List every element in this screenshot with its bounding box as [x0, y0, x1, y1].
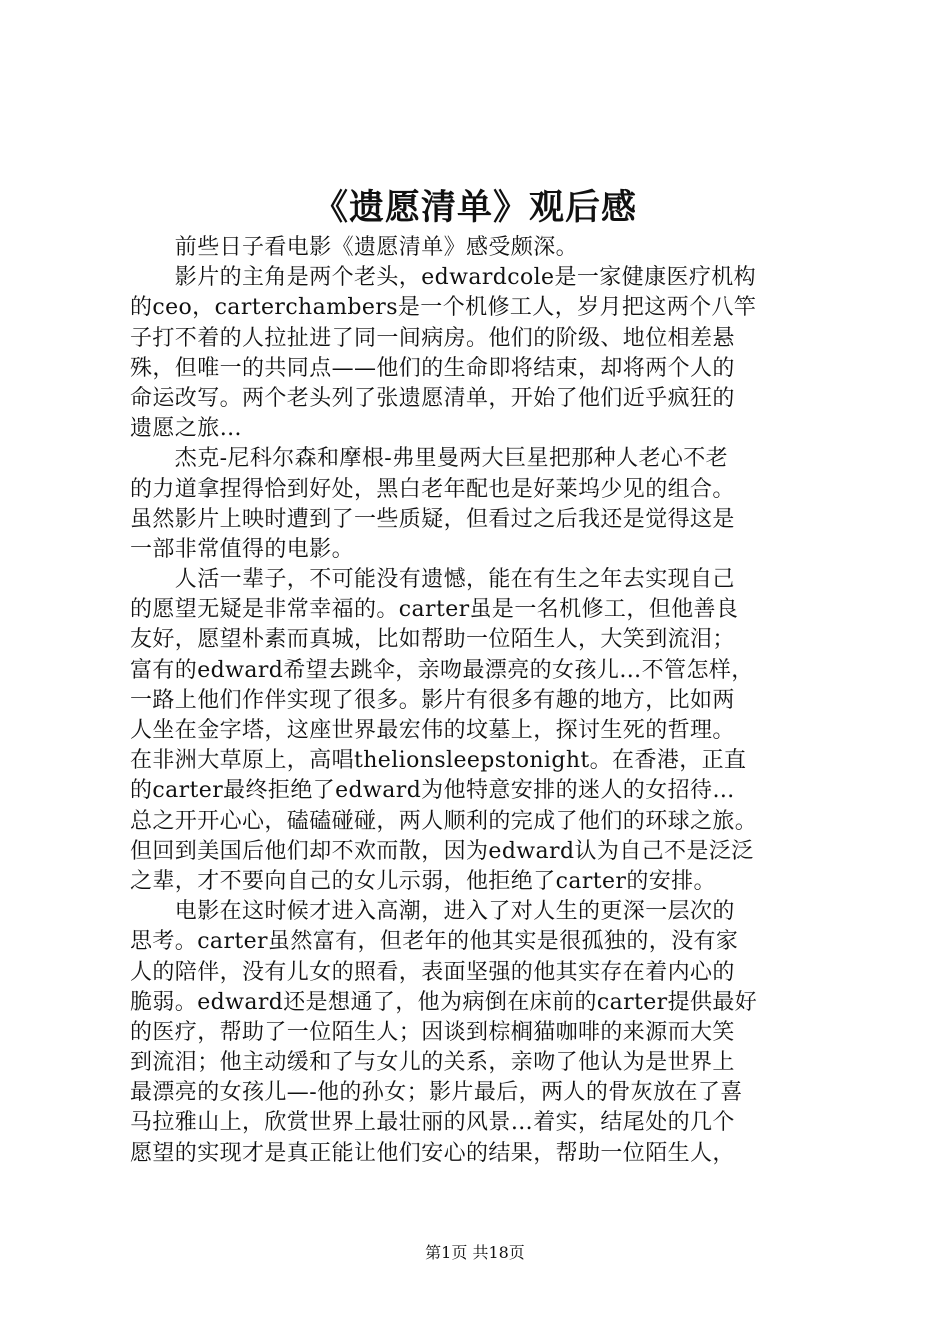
body-line: 的医疗，帮助了一位陌生人；因谈到棕榈猫咖啡的来源而大笑: [130, 1019, 735, 1045]
body-line: 前些日子看电影《遗愿清单》感受颇深。: [130, 235, 579, 260]
body-line: 遗愿之旅…: [130, 416, 243, 442]
body-line: 在非洲大草原上，高唱thelionsleepstonight。在香港，正直: [130, 748, 747, 774]
body-line: 总之开开心心，磕磕碰碰，两人顺利的完成了他们的环球之旅。: [130, 808, 758, 834]
body-line: 人的陪伴，没有儿女的照看，表面坚强的他其实存在着内心的: [130, 959, 735, 985]
body-line: 影片的主角是两个老头，edwardcole是一家健康医疗机构: [130, 265, 757, 291]
body-line: 友好，愿望朴素而真城，比如帮助一位陌生人，大笑到流泪；: [130, 627, 735, 653]
body-line: 但回到美国后他们却不欢而散，因为edward认为自己不是泛泛: [130, 838, 754, 864]
body-line: 思考。carter虽然富有，但老年的他其实是很孤独的，没有家: [130, 929, 739, 955]
body-line: 愿望的实现才是真正能让他们安心的结果，帮助一位陌生人，: [130, 1140, 735, 1166]
body-line: 命运改写。两个老头列了张遗愿清单，开始了他们近乎疯狂的: [130, 385, 735, 411]
body-line: 的carter最终拒绝了edward为他特意安排的迷人的女招待…: [130, 778, 735, 804]
body-line: 殊，但唯一的共同点——他们的生命即将结束，却将两个人的: [130, 355, 735, 381]
body-line: 脆弱。edward还是想通了，他为病倒在床前的carter提供最好: [130, 989, 758, 1015]
body-line: 电影在这时候才进入高潮，进入了对人生的更深一层次的: [130, 899, 735, 925]
body-line: 虽然影片上映时遭到了一些质疑，但看过之后我还是觉得这是: [130, 506, 735, 532]
body-line: 的愿望无疑是非常幸福的。carter虽是一名机修工，但他善良: [130, 597, 739, 623]
body-line: 子打不着的人拉扯进了同一间病房。他们的阶级、地位相差悬: [130, 325, 735, 351]
body-line: 人活一辈子，不可能没有遗憾，能在有生之年去实现自己: [130, 567, 735, 593]
body-line: 人坐在金字塔，这座世界最宏伟的坟墓上，探讨生死的哲理。: [130, 718, 735, 743]
document-title: 《遗愿清单》观后感: [312, 187, 637, 228]
body-line: 最漂亮的女孩儿—-他的孙女；影片最后，两人的骨灰放在了喜: [130, 1080, 743, 1106]
body-line: 的ceo，carterchambers是一个机修工人，岁月把这两个八竿: [130, 295, 757, 321]
body-line: 一路上他们作伴实现了很多。影片有很多有趣的地方，比如两: [130, 687, 735, 713]
body-line: 富有的edward希望去跳伞，亲吻最漂亮的女孩儿…不管怎样，: [130, 657, 754, 683]
body-line: 之辈，才不要向自己的女儿示弱，他拒绝了carter的安排。: [130, 868, 716, 894]
body-line: 到流泪；他主动缓和了与女儿的关系，亲吻了他认为是世界上: [130, 1050, 735, 1076]
body-line: 的力道拿捏得恰到好处，黑白老年配也是好莱坞少见的组合。: [130, 476, 735, 502]
body-line: 一部非常值得的电影。: [130, 536, 355, 562]
body-line: 杰克-尼科尔森和摩根-弗里曼两大巨星把那种人老心不老: [130, 446, 729, 472]
body-line: 马拉雅山上，欣赏世界上最壮丽的风景…着实，结尾处的几个: [130, 1110, 735, 1136]
page-number-footer: 第1页 共18页: [425, 1243, 525, 1262]
document-body: [130, 233, 840, 1169]
